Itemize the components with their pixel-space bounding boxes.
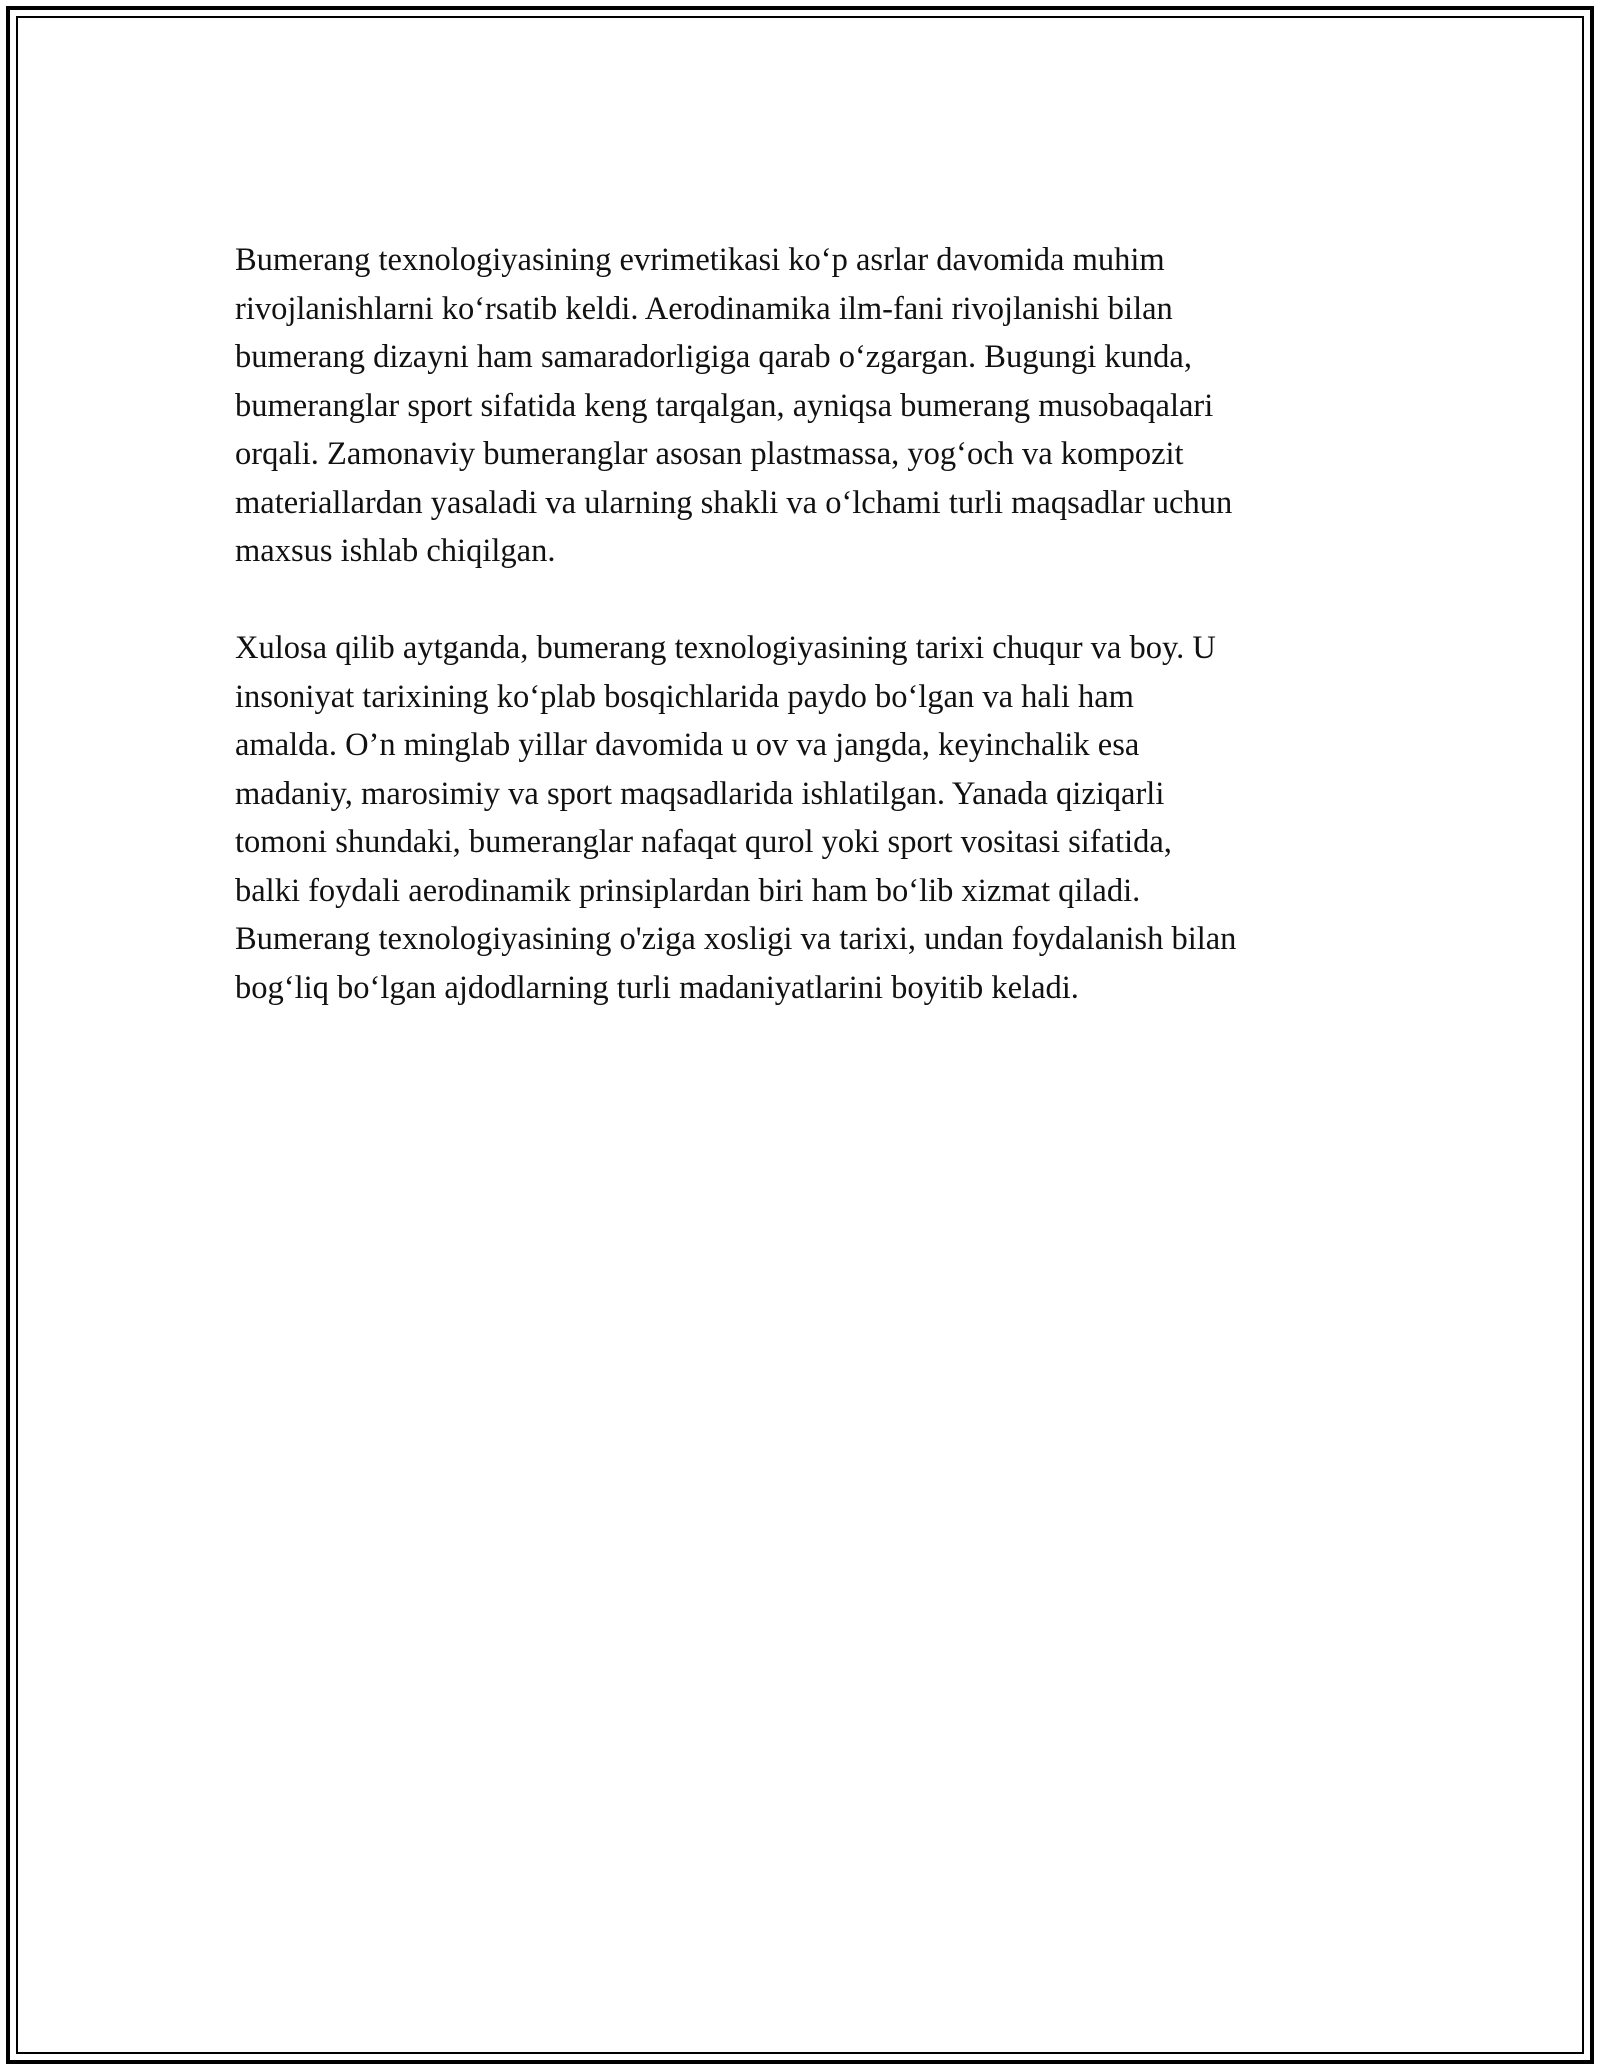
paragraph-1 [235,236,1395,576]
text-line: Bumerang texnologiyasining evrimetikasi ko‘p asrlar davomida muhim [235,242,1165,278]
text-line: rivojlanishlarni ko‘rsatib keldi. Aerodinamika ilm-fani rivojlanishi bilan [235,290,1173,327]
text-line: orqali. Zamonaviy bumeranglar asosan plastmassa, yog‘och va kompozit [235,436,1184,472]
text-line: Bumerang texnologiyasining o'ziga xosligi va tarixi, undan foydalanish bilan [235,921,1237,957]
text-line: tomoni shundaki, bumeranglar nafaqat qurol yoki sport vositasi sifatida, [235,824,1172,860]
text-line: materiallardan yasaladi va ularning shakli va o‘lchami turli maqsadlar uchun [235,484,1233,521]
text-line: madaniy, marosimiy va sport maqsadlarida ishlatilgan. Yanada qiziqarli [235,775,1165,812]
text-line: bumerang dizayni ham samaradorligiga qarab o‘zgargan. Bugungi kunda, [235,339,1192,375]
text-line: bumeranglar sport sifatida keng tarqalgan, ayniqsa bumerang musobaqalari [235,387,1214,424]
document-body [235,236,1395,1012]
text-line: amalda. O’n minglab yillar davomida u ov va jangda, keyinchalik esa [235,727,1140,763]
text-line: maxsus ishlab chiqilgan. [235,533,556,569]
paragraph-2 [235,624,1395,1012]
text-line: insoniyat tarixining ko‘plab bosqichlarida paydo bo‘lgan va hali ham [235,678,1134,715]
text-line: bog‘liq bo‘lgan ajdodlarning turli madaniyatlarini boyitib keladi. [235,969,1079,1006]
text-line: balki foydali aerodinamik prinsiplardan biri ham bo‘lib xizmat qiladi. [235,872,1141,909]
text-line: Xulosa qilib aytganda, bumerang texnologiyasining tarixi chuqur va boy. U [235,630,1216,666]
